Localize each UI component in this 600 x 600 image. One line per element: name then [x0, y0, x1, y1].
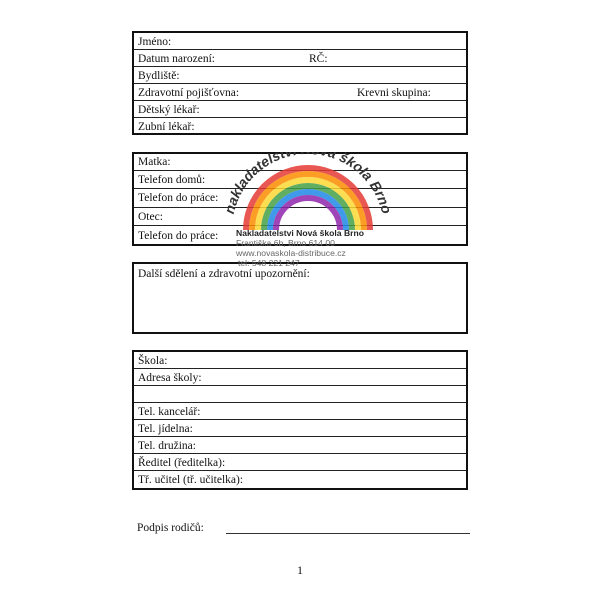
label-school: Škola: [138, 355, 168, 367]
school-box [132, 350, 468, 490]
label-school-address: Adresa školy: [138, 372, 202, 384]
label-notes: Další sdělení a zdravotní upozornění: [138, 268, 310, 280]
label-phone-work: Telefon do práce: [138, 192, 219, 204]
label-tel-club: Tel. družina: [138, 440, 196, 452]
label-father: Otec: [138, 211, 163, 223]
divider [134, 100, 466, 101]
label-name: Jméno: [138, 36, 172, 48]
signature-label: Podpis rodičů: [137, 522, 204, 534]
label-phone-home: Telefon domů: [138, 174, 206, 186]
label-tel-canteen: Tel. jídelna: [138, 423, 193, 435]
divider [134, 368, 466, 369]
stamp-company: Nakladatelstvi Nová škola Brno [236, 228, 364, 238]
label-rc: RČ: [309, 53, 328, 65]
divider [134, 436, 466, 437]
stamp-web: www.novaskola-distribuce.cz [236, 248, 346, 258]
divider [134, 117, 466, 118]
divider [134, 453, 466, 454]
divider [134, 419, 466, 420]
divider [134, 385, 466, 386]
label-principal: Ředitel (ředitelka): [138, 457, 226, 469]
label-mother: Matka: [138, 156, 171, 168]
label-class-teacher: Tř. učitel (tř. učitelka): [138, 474, 244, 486]
label-birth-date: Datum narození: [138, 53, 215, 65]
divider [134, 402, 466, 403]
divider [134, 66, 466, 67]
label-tel-office: Tel. kancelář: [138, 406, 201, 418]
stamp-street: Františka 6b, Brno 614 00 [236, 238, 335, 248]
page-number: 1 [297, 563, 303, 577]
label-blood-group: Krevni skupina: [357, 87, 431, 99]
divider [134, 83, 466, 84]
divider [134, 470, 466, 471]
personal-info-box [132, 31, 468, 135]
label-residence: Bydliště: [138, 70, 180, 82]
label-pediatrician: Dětský lékař: [138, 104, 200, 116]
divider [134, 49, 466, 50]
stamp-phone: tel: 548 221 247 [238, 258, 300, 268]
signature-line [226, 533, 470, 534]
label-dentist: Zubní lékař: [138, 121, 195, 133]
stamp-arc-text: nakladatelst á škola Brn [220, 152, 393, 216]
label-insurance: Zdravotní pojišťovna: [138, 87, 240, 99]
rainbow-icon [246, 168, 370, 230]
label-phone-work: Telefon do práce: [138, 230, 219, 242]
